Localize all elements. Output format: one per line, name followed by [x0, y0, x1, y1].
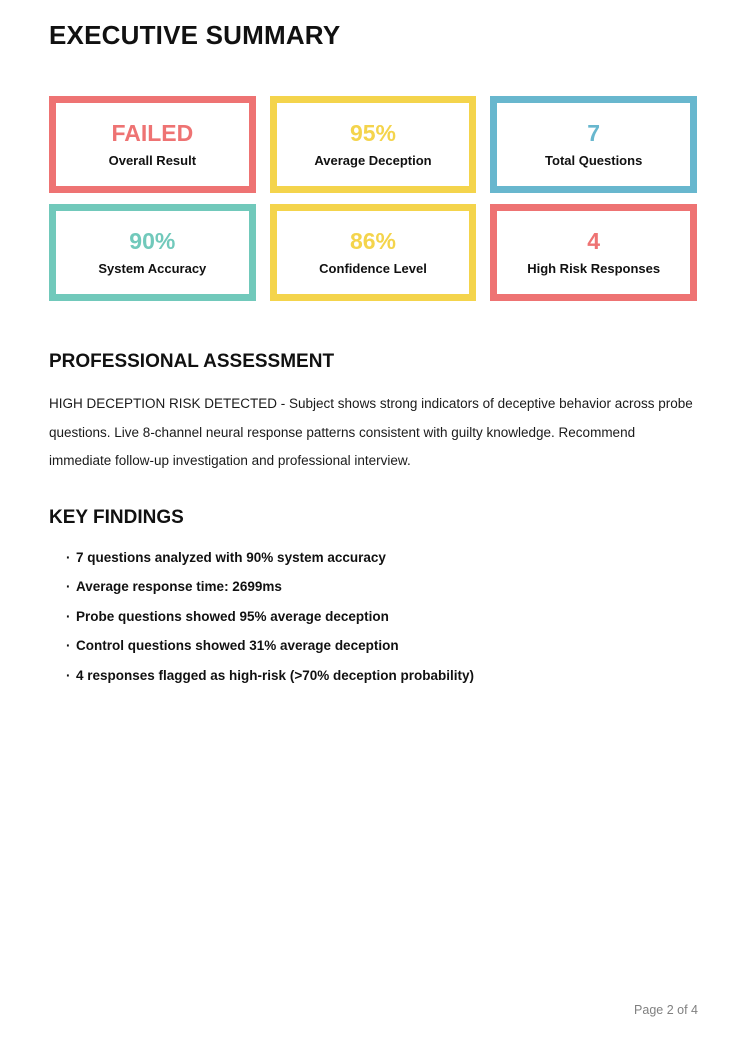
page-number: Page 2 of 4: [634, 1003, 698, 1017]
assessment-body-text: HIGH DECEPTION RISK DETECTED - Subject shows strong indicators of deceptive behavior across probe questions. Live 8-channel neural response patterns consistent with guilty knowledge. Recommend immediate follow-up investigation and professional interview.: [49, 396, 693, 468]
metric-value: FAILED: [111, 120, 194, 146]
key-findings-heading: KEY FINDINGS: [49, 506, 184, 528]
metric-value: 90%: [129, 228, 176, 254]
key-finding-item: · Control questions showed 31% average deception: [66, 639, 697, 653]
metric-value: 4: [587, 228, 601, 254]
page-title: EXECUTIVE SUMMARY: [49, 20, 341, 50]
key-finding-item: · Average response time: 2699ms: [66, 580, 697, 594]
metric-card-overall-result: [49, 96, 256, 193]
metric-label: Total Questions: [545, 153, 643, 168]
key-finding-item: · 7 questions analyzed with 90% system accuracy: [66, 551, 697, 565]
metric-card-system-accuracy: [49, 204, 256, 301]
metric-cards-grid: [49, 96, 697, 301]
metric-label: High Risk Responses: [527, 261, 661, 276]
metric-value: 86%: [349, 228, 397, 254]
metric-label: Overall Result: [108, 153, 197, 168]
metric-label: Confidence Level: [319, 261, 427, 276]
assessment-heading: PROFESSIONAL ASSESSMENT: [49, 351, 335, 372]
key-findings-list: [49, 551, 697, 683]
metric-value: 95%: [349, 120, 397, 146]
key-finding-item: · 4 responses flagged as high-risk (>70% deception probability): [66, 669, 697, 683]
metric-label: Average Deception: [314, 153, 432, 168]
metric-card-confidence-level: [270, 204, 477, 301]
metric-card-high-risk-responses: [490, 204, 697, 301]
key-finding-item: · Probe questions showed 95% average deception: [66, 610, 697, 624]
metric-label: System Accuracy: [98, 261, 207, 276]
metric-card-average-deception: [270, 96, 477, 193]
metric-value: 7: [587, 120, 601, 146]
metric-card-total-questions: [490, 96, 697, 193]
